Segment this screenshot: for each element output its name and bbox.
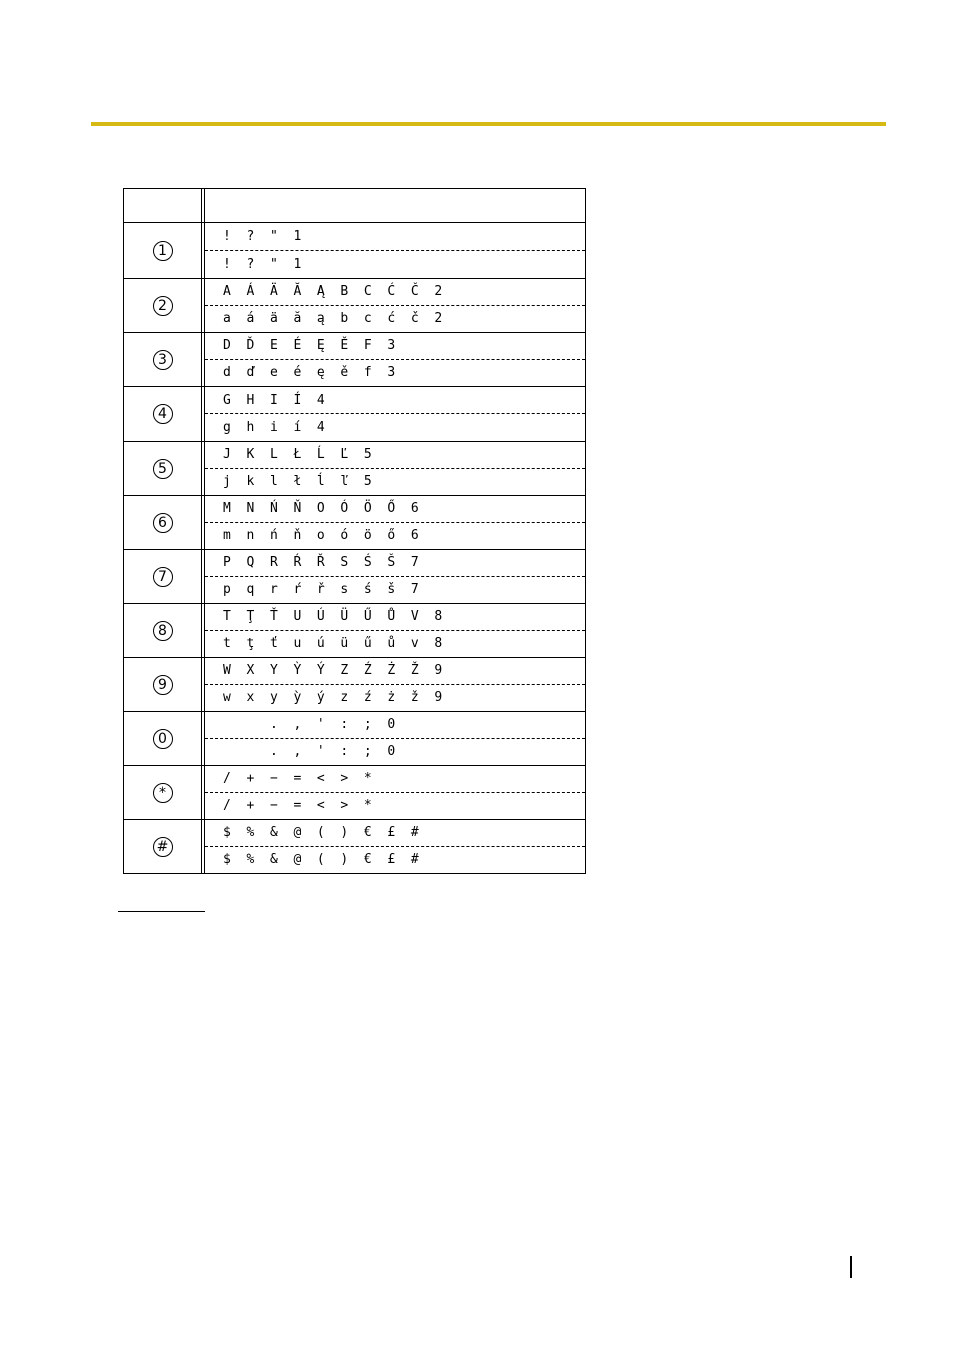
key-cell	[124, 604, 201, 657]
circled-key-label: 9	[153, 675, 173, 695]
character-entry-table	[123, 188, 586, 874]
lowercase-line	[205, 469, 585, 496]
key-cell	[124, 496, 201, 549]
table-row	[124, 332, 585, 386]
uppercase-characters: ! ? " 1	[223, 228, 302, 244]
table-row	[124, 819, 585, 873]
lowercase-line	[205, 414, 585, 441]
uppercase-line	[205, 658, 585, 685]
lowercase-characters: . , ' : ; 0	[223, 744, 396, 760]
uppercase-characters: P Q R Ŕ Ř S Ś Š 7	[223, 555, 419, 571]
lowercase-characters: m n ń ň o ó ö ő 6	[223, 528, 419, 544]
circled-key-label: 2	[153, 296, 173, 316]
lowercase-characters: t ţ ť u ú ü ű ů v 8	[223, 636, 443, 652]
uppercase-line	[205, 712, 585, 739]
uppercase-characters: G H I Í 4	[223, 392, 325, 408]
lowercase-line	[205, 685, 585, 712]
table-row	[124, 278, 585, 332]
lowercase-line	[205, 739, 585, 766]
uppercase-characters: $ % & @ ( ) € £ #	[223, 825, 419, 841]
key-cell	[124, 820, 201, 873]
table-row	[124, 386, 585, 441]
footnote-rule	[118, 911, 205, 912]
table-row	[124, 549, 585, 603]
circled-key-label: 8	[153, 621, 173, 641]
circled-key-label: 3	[153, 350, 173, 370]
key-cell	[124, 550, 201, 603]
header-accent-rule	[91, 122, 886, 126]
circled-key-label: 0	[153, 729, 173, 749]
uppercase-characters: T Ţ Ť U Ú Ü Ű Ů V 8	[223, 609, 443, 625]
uppercase-characters: M N Ń Ň O Ó Ö Ő 6	[223, 501, 419, 517]
uppercase-line	[205, 820, 585, 847]
circled-key-label: 6	[153, 513, 173, 533]
lowercase-line	[205, 631, 585, 658]
key-cell	[124, 712, 201, 765]
table-row	[124, 495, 585, 549]
key-cell	[124, 279, 201, 332]
page-number-marker	[850, 1256, 852, 1278]
uppercase-characters: . , ' : ; 0	[223, 717, 396, 733]
uppercase-characters: A Á Ä Ă Ą B C Ć Č 2	[223, 284, 443, 300]
circled-key-label: *	[153, 783, 173, 803]
uppercase-line	[205, 333, 585, 360]
circled-key-label: 5	[153, 459, 173, 479]
uppercase-line	[205, 442, 585, 469]
uppercase-characters: D Ď E É Ę Ě F 3	[223, 338, 396, 354]
uppercase-line	[205, 279, 585, 306]
uppercase-characters: J K L Ł Ĺ Ľ 5	[223, 447, 372, 463]
lowercase-characters: w x y ỳ ý z ź ż ž 9	[223, 690, 443, 706]
lowercase-characters: a á ä ă ą b c ć č 2	[223, 311, 443, 327]
uppercase-characters: / + − = < > *	[223, 771, 372, 787]
lowercase-characters: j k l ł ĺ ľ 5	[223, 474, 372, 490]
key-cell	[124, 766, 201, 819]
lowercase-characters: g h i í 4	[223, 420, 325, 435]
lowercase-characters: ! ? " 1	[223, 256, 302, 272]
key-cell	[124, 442, 201, 495]
lowercase-characters: p q r ŕ ř s ś š 7	[223, 582, 419, 598]
uppercase-line	[205, 496, 585, 523]
lowercase-characters: / + − = < > *	[223, 798, 372, 814]
lowercase-line	[205, 793, 585, 820]
table-row	[124, 603, 585, 657]
lowercase-line	[205, 523, 585, 550]
lowercase-characters: $ % & @ ( ) € £ #	[223, 852, 419, 868]
table-row	[124, 657, 585, 711]
circled-key-label: 4	[153, 404, 173, 424]
table-row	[124, 765, 585, 819]
lowercase-line	[205, 577, 585, 604]
lowercase-line	[205, 360, 585, 387]
lowercase-line	[205, 306, 585, 333]
uppercase-line	[205, 387, 585, 414]
table-row	[124, 711, 585, 765]
table-header-row	[124, 189, 585, 223]
table-row	[124, 441, 585, 495]
circled-key-label: #	[153, 837, 173, 857]
uppercase-characters: W X Y Ỳ Ý Z Ź Ż Ž 9	[223, 663, 443, 679]
table-row	[124, 223, 585, 278]
lowercase-line	[205, 251, 585, 279]
uppercase-line	[205, 604, 585, 631]
uppercase-line	[205, 766, 585, 793]
key-cell	[124, 223, 201, 278]
key-cell	[124, 387, 201, 441]
uppercase-line	[205, 550, 585, 577]
key-cell	[124, 333, 201, 386]
circled-key-label: 1	[153, 241, 173, 261]
circled-key-label: 7	[153, 567, 173, 587]
lowercase-line	[205, 847, 585, 874]
lowercase-characters: d ď e é ę ě f 3	[223, 365, 396, 381]
uppercase-line	[205, 223, 585, 251]
key-cell	[124, 658, 201, 711]
